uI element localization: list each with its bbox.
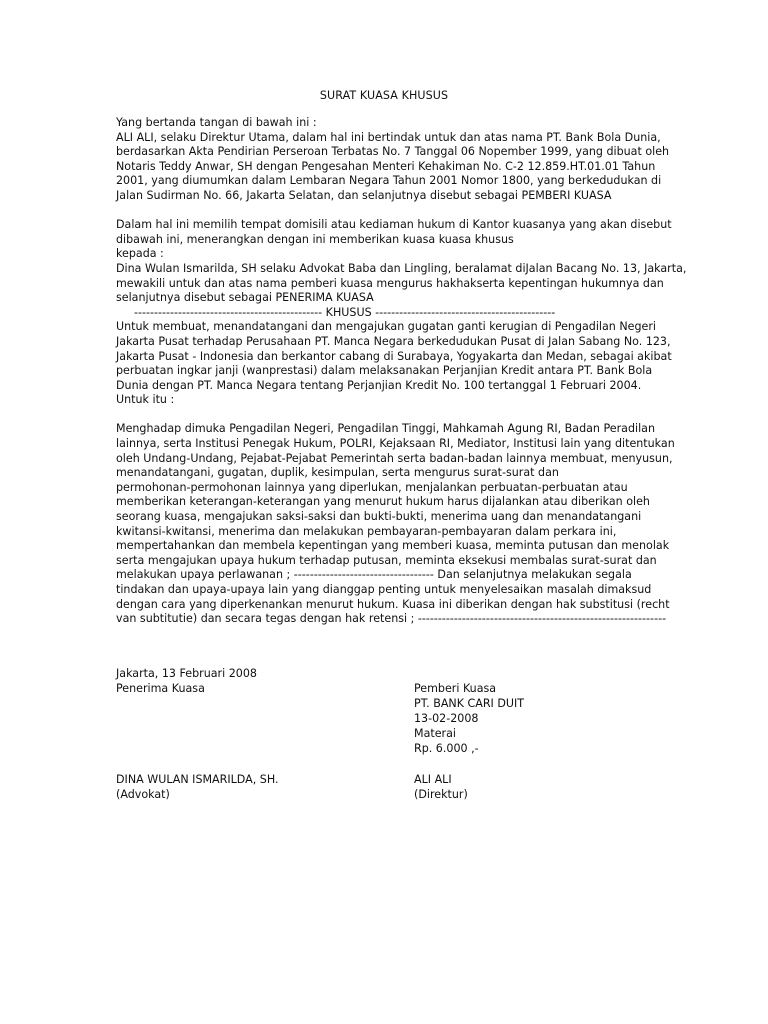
text-line: Menghadap dimuka Pengadilan Negeri, Pengadilan Tinggi, Mahkamah Agung RI, Badan Peradilan	[116, 422, 655, 436]
giver-role: (Direktur)	[414, 787, 468, 801]
text-line: mewakili untuk dan atas nama pemberi kuasa mengurus hakhakserta kepentingan hukumnya dan	[116, 276, 664, 290]
powers-paragraph	[116, 422, 675, 626]
text-line: Yang bertanda tangan di bawah ini :	[116, 116, 317, 129]
signature-row	[116, 681, 656, 696]
place-date: Jakarta, 13 Februari 2008	[116, 667, 257, 680]
text-line: Jakarta Pusat terhadap Perusahaan PT. Manca Negara berkedudukan Pusat di Jalan Sabang No. 123,	[116, 334, 671, 348]
domicile-paragraph	[116, 218, 687, 306]
text-line: Dalam hal ini memilih tempat domisili atau kediaman hukum di Kantor kuasanya yang akan disebut	[116, 218, 672, 232]
text-line: Untuk membuat, menandatangani dan mengajukan gugatan ganti kerugian di Pengadilan Negeri	[116, 320, 656, 334]
text-line: tindakan dan upaya-upaya lain yang dianggap penting untuk menyelesaikan masalah dimaksud	[116, 583, 652, 596]
purpose-paragraph	[116, 320, 672, 408]
text-line: permohonan-permohonan lainnya yang diperlukan, menjalankan perbuatan-perbuatan atau	[116, 480, 628, 494]
stamp-date: 13-02-2008	[414, 712, 479, 726]
text-line: dibawah ini, menerangkan dengan ini memberikan kuasa kuasa khusus	[116, 232, 514, 246]
signature-row	[116, 772, 656, 787]
text-line: dengan cara yang diperkenankan menurut hukum. Kuasa ini diberikan dengan hak substitusi (recht	[116, 597, 670, 611]
paragraph-gap	[116, 408, 656, 423]
giver-label: Pemberi Kuasa	[414, 682, 497, 696]
text-line: serta mengajukan upaya hukum terhadap putusan, meminta eksekusi membalas surat-surat dan	[116, 553, 657, 567]
text-line: mempertahankan dan membela kepentingan yang memberi kuasa, meminta putusan dan menolak	[116, 539, 670, 553]
text-line: memberikan keterangan-keterangan yang menurut hukum harus dijalankan atau diberikan oleh	[116, 495, 650, 509]
receiver-role: (Advokat)	[116, 787, 170, 801]
signature-block	[116, 666, 656, 802]
text-line: perbuatan ingkar janji (wanprestasi) dalam melaksanakan Perjanjian Kredit antara PT. Bank Bola	[116, 364, 653, 378]
signature-row	[116, 696, 656, 711]
text-line: 2001, yang diumumkan dalam Lembaran Negara Tahun 2001 Nomor 1800, yang berkedudukan di	[116, 174, 662, 188]
text-line: kwitansi-kwitansi, menerima dan melakukan pembayaran-pembayaran dalam perkara ini,	[116, 524, 617, 538]
giver-company: PT. BANK CARI DUIT	[414, 697, 525, 711]
text-line: van subtitutie) dan secara tegas dengan hak retensi ; --------------------------------------------------------------	[116, 612, 667, 626]
khusus-divider: ----------------------------------------------- KHUSUS ---------------------------------------------	[134, 305, 556, 319]
text-line: Jakarta Pusat - Indonesia dan berkantor cabang di Surabaya, Yogyakarta dan Medan, sebagai akibat	[116, 349, 672, 363]
signature-row	[116, 711, 656, 726]
text-line: kepada :	[116, 247, 164, 261]
receiver-label: Penerima Kuasa	[116, 682, 205, 696]
paragraph-gap	[116, 204, 656, 219]
text-line: ALI ALI, selaku Direktur Utama, dalam hal ini bertindak untuk dan atas nama PT. Bank Bola Dunia,	[116, 130, 661, 144]
text-line: menandatangani, gugatan, duplik, kesimpulan, serta mengurus surat-surat dan	[116, 466, 559, 480]
text-line: Notaris Teddy Anwar, SH dengan Pengesahan Menteri Kehakiman No. C-2 12.859.HT.01.01 Tahun	[116, 159, 656, 173]
document-body	[116, 116, 687, 627]
stamp-value: Rp. 6.000 ,-	[414, 742, 479, 756]
receiver-name: DINA WULAN ISMARILDA, SH.	[116, 772, 279, 786]
text-line: Dina Wulan Ismarilda, SH selaku Advokat Baba dan Lingling, beralamat diJalan Bacang No. 13, Jakarta,	[116, 261, 687, 275]
giver-name: ALI ALI	[414, 772, 452, 786]
text-line: lainnya, serta Institusi Penegak Hukum, POLRI, Kejaksaan RI, Mediator, Institusi lain yang ditentukan	[116, 437, 675, 451]
signature-row	[116, 726, 656, 741]
text-line: berdasarkan Akta Pendirian Perseroan Terbatas No. 7 Tanggal 06 Nopember 1999, yang dibuat oleh	[116, 145, 670, 159]
intro-paragraph	[116, 116, 670, 204]
text-line: seorang kuasa, mengajukan saksi-saksi dan bukti-bukti, menerima uang dan menandatangani	[116, 510, 642, 524]
text-line: melakukan upaya perlawanan ; ----------------------------------- Dan selanjutnya melakukan segala	[116, 568, 632, 582]
signature-row	[116, 666, 656, 681]
text-line: Dunia dengan PT. Manca Negara tentang Perjanjian Kredit No. 100 tertanggal 1 Februari 2004.	[116, 378, 642, 392]
stamp-label: Materai	[414, 727, 456, 741]
signature-row	[116, 741, 656, 756]
signature-row	[116, 787, 656, 802]
text-line: oleh Undang-Undang, Pejabat-Pejabat Pemerintah serta badan-badan lainnya membuat, menyusun,	[116, 451, 673, 465]
document-title: SURAT KUASA KHUSUS	[319, 89, 449, 102]
text-line: Jalan Sudirman No. 66, Jakarta Selatan, dan selanjutnya disebut sebagai PEMBERI KUASA	[116, 188, 612, 202]
text-line: Untuk itu :	[116, 393, 175, 407]
text-line: selanjutnya disebut sebagai PENERIMA KUASA	[116, 291, 374, 305]
signature-row	[116, 757, 656, 772]
